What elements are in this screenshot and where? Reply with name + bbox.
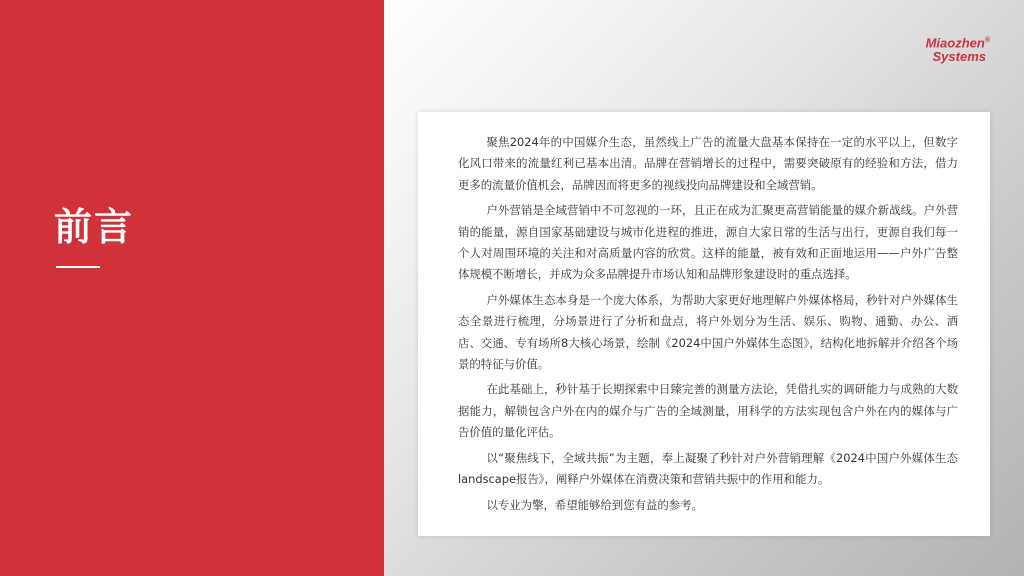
paragraph: 聚焦2024年的中国媒介生态，虽然线上广告的流量大盘基本保持在一定的水平以上，但数字化风口带来的流量红利已基本出清。品牌在营销增长的过程中，需要突破原有的经验和方法，借力更多的流量价值机会，品牌因而将更多的视线投向品牌建设和全域营销。 [458, 135, 958, 192]
paragraph: 以“聚焦线下，全域共振”为主题，奉上凝聚了秒针对户外营销理解《2024中国户外媒体生态landscape报告》，阐释户外媒体在消费决策和营销共振中的作用和能力。 [458, 450, 958, 487]
paragraph: 在此基础上，秒针基于长期探索中日臻完善的测量方法论，凭借扎实的调研能力与成熟的大数据能力，解锁包含户外在内的媒介与广告的全域测量，用科学的方法实现包含户外在内的媒体与广告价值的量化评估。 [458, 382, 958, 440]
logo-line2: Systems [932, 49, 986, 65]
paragraph: 以专业为擎，希望能够给到您有益的参考。 [486, 497, 703, 512]
paragraph: 户外媒体生态本身是一个庞大体系，为帮助大家更好地理解户外媒体格局，秒针对户外媒体生态全景进行梳理，分场景进行了分析和盘点，将户外划分为生活、娱乐、购物、通勤、办公、酒店、交通、专有场所8大核心场景，绘制《2024中国户外媒体生态图》，结构化地拆解并介绍各个场景的特征与价值。 [458, 292, 958, 372]
title-underline [56, 266, 100, 268]
miaozhen-logo [926, 34, 990, 64]
paragraph: 户外营销是全域营销中不可忽视的一环，且正在成为汇聚更高营销能量的媒介新战线。户外营销的能量，源自国家基础建设与城市化进程的推进，源自大家日常的生活与出行，更源自我们每一个人对周围环境的关注和对高质量内容的欣赏。这样的能量，被有效和正面地运用——户外广告整体规模不断增长，并成为众多品牌提升市场认知和品牌形象建设时的重点选择。 [458, 203, 958, 282]
logo-line1: Miaozhen® [925, 35, 990, 51]
preface-text [458, 132, 958, 520]
left-red-panel [0, 0, 384, 576]
page-title: 前言 [54, 205, 135, 249]
